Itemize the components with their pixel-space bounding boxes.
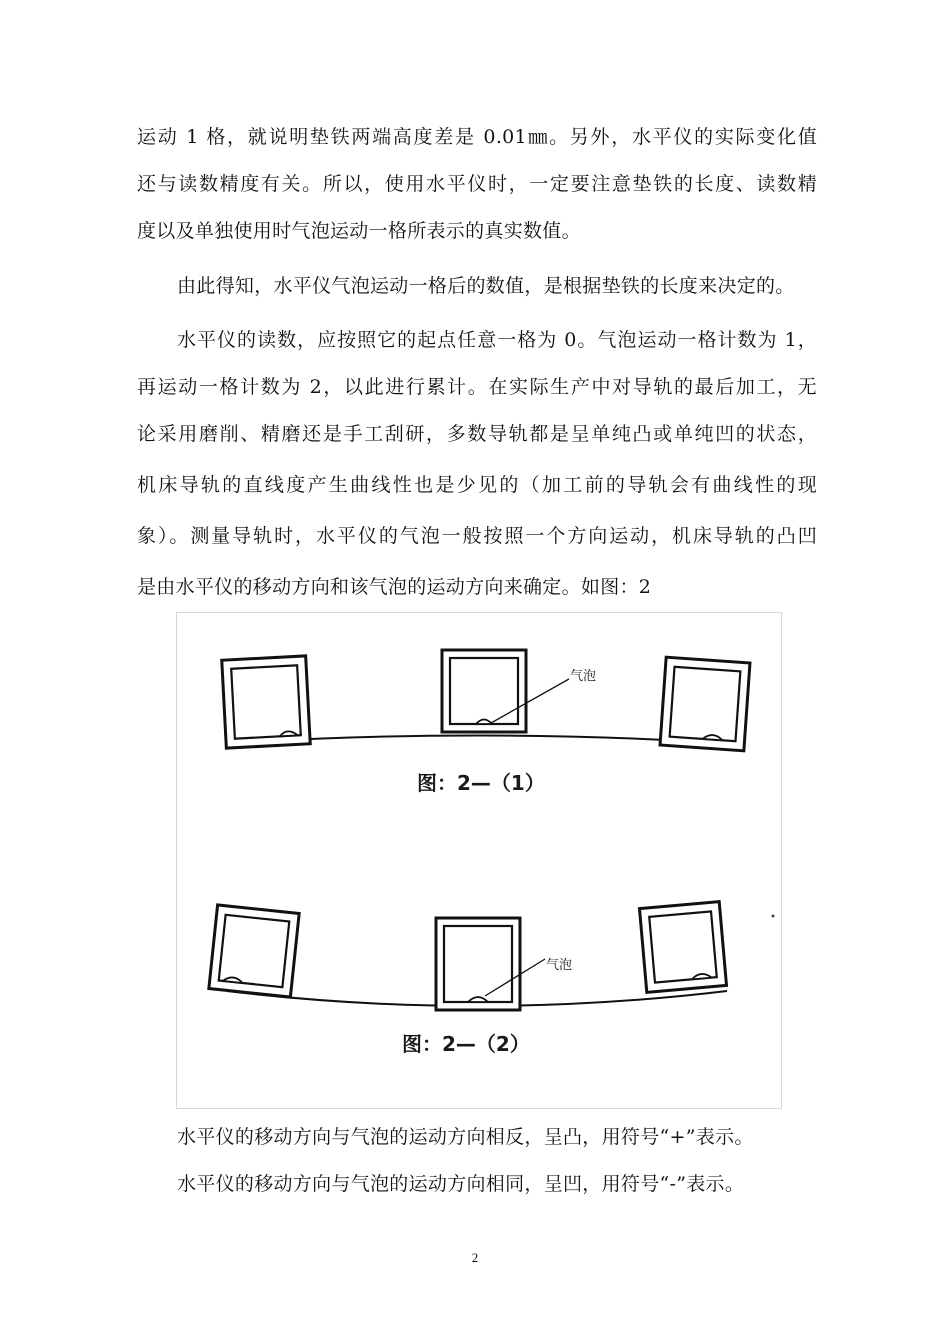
paragraph-3-line-4: 机床导轨的直线度产生曲线性也是少见的（加工前的导轨会有曲线性的现 (137, 474, 817, 496)
paragraph-3-line-1: 水平仪的读数，应按照它的起点任意一格为 0。气泡运动一格计数为 1， (177, 329, 817, 351)
level-center-top (442, 650, 526, 732)
paragraph-2-line-1: 由此得知，水平仪气泡运动一格后的数值，是根据垫铁的长度来决定的。 (177, 275, 795, 297)
bubble-label-top: 气泡 (570, 669, 597, 684)
level-left-bottom (209, 905, 299, 997)
level-left-top (222, 656, 310, 748)
level-right-top (660, 657, 750, 751)
paragraph-3-line-3: 论采用磨削、精磨还是手工刮研，多数导轨都是呈单纯凸或单纯凹的状态， (137, 423, 817, 445)
level-bubble-figure (176, 612, 782, 1109)
level-center-bottom (436, 918, 520, 1010)
paragraph-3-line-6: 是由水平仪的移动方向和该气泡的运动方向来确定。如图：2 (137, 576, 652, 598)
paragraph-4-line-1: 水平仪的移动方向与气泡的运动方向相反，呈凸，用符号“+”表示。 (177, 1126, 754, 1148)
figure-caption-2: 图：2—（2） (402, 1032, 530, 1056)
paragraph-1-line-2: 还与读数精度有关。所以，使用水平仪时，一定要注意垫铁的长度、读数精 (137, 173, 817, 195)
page-number: 2 (471, 1250, 479, 1265)
scan-speck (772, 915, 775, 918)
paragraph-3-line-5: 象）。测量导轨时，水平仪的气泡一般按照一个方向运动，机床导轨的凸凹 (137, 525, 817, 547)
paragraph-1-line-3: 度以及单独使用时气泡运动一格所表示的真实数值。 (137, 220, 581, 242)
figure-caption-1: 图：2—（1） (417, 771, 545, 795)
paragraph-5-line-1: 水平仪的移动方向与气泡的运动方向相同，呈凹，用符号“-”表示。 (177, 1173, 745, 1195)
level-right-bottom (639, 902, 726, 993)
bubble-label-bottom: 气泡 (546, 958, 573, 973)
paragraph-3-line-2: 再运动一格计数为 2，以此进行累计。在实际生产中对导轨的最后加工，无 (137, 376, 817, 398)
paragraph-1-line-1: 运动 1 格，就说明垫铁两端高度差是 0.01㎜。另外，水平仪的实际变化值 (137, 126, 817, 148)
